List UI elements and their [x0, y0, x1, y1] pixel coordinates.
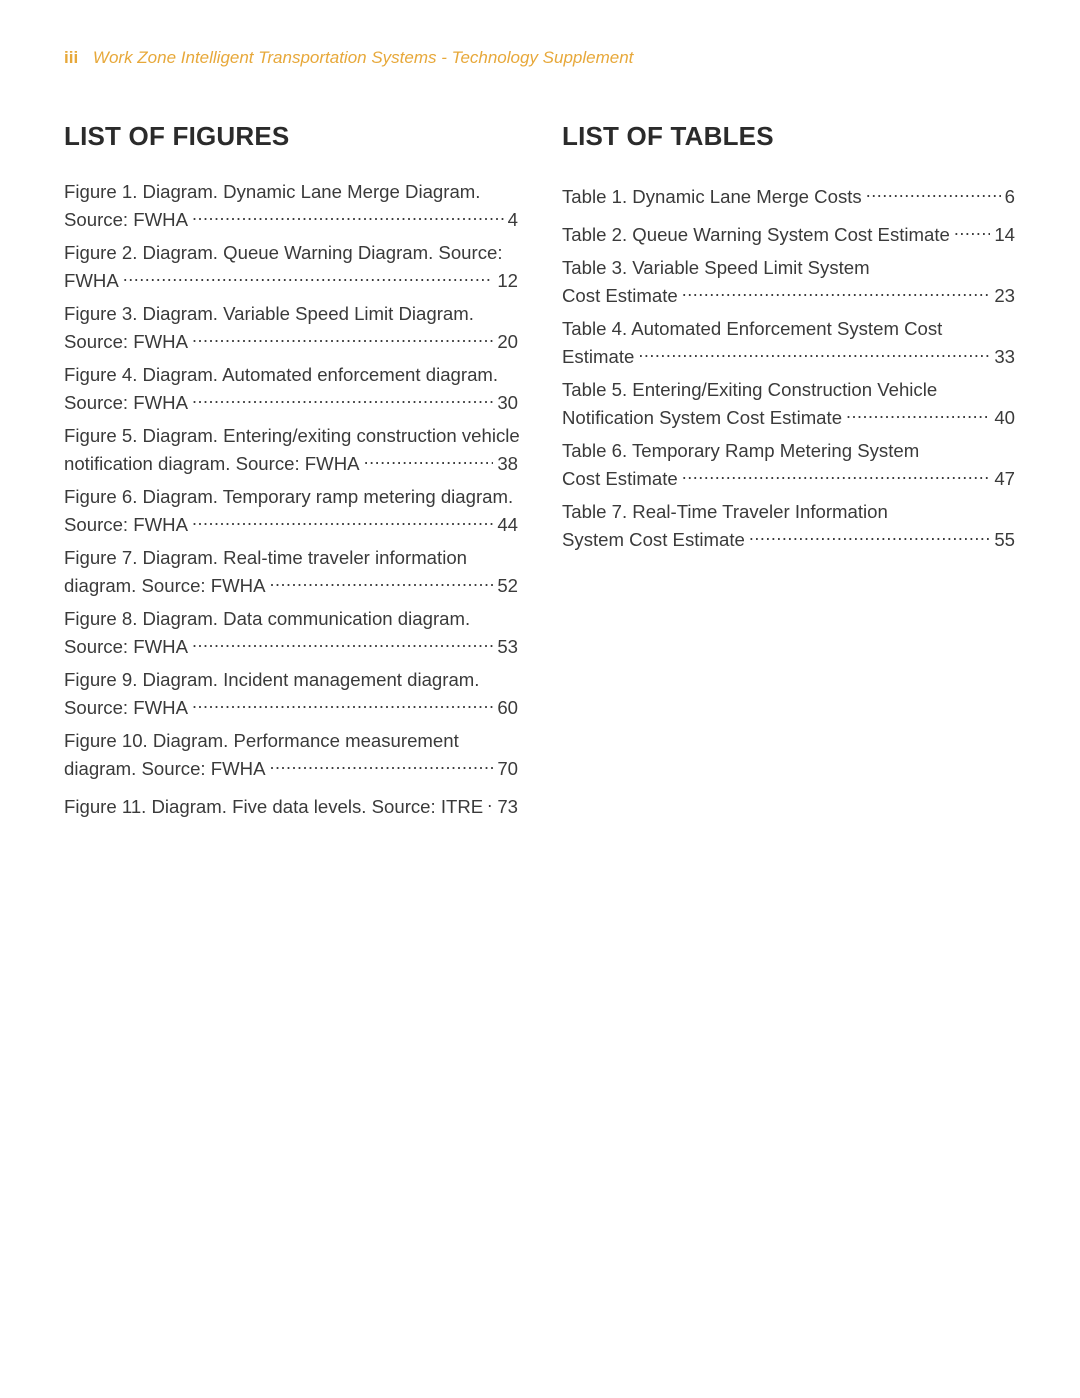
figure-entry-caption-end: Figure 11. Diagram. Five data levels. Source: ITRE — [64, 796, 484, 817]
dot-leader — [192, 386, 493, 409]
figure-entry[interactable] — [64, 790, 518, 818]
table-entry-caption-end: Table 2. Queue Warning System Cost Estimate — [562, 224, 950, 245]
figure-entry-page-number: 60 — [497, 697, 518, 718]
figure-entry-last-line — [64, 790, 518, 818]
table-entry-caption-end: Table 1. Dynamic Lane Merge Costs — [562, 186, 862, 207]
figure-entry-caption-end: Source: FWHA — [64, 636, 188, 657]
table-entry-caption-line: Table 3. Variable Speed Limit System — [562, 257, 870, 278]
page-number: iii — [64, 48, 79, 67]
figure-entry-caption-line: Figure 5. Diagram. Entering/exiting construction vehicle — [64, 425, 520, 446]
list-of-figures-title: LIST OF FIGURES — [64, 121, 290, 151]
dot-leader — [846, 401, 990, 424]
table-entry[interactable] — [562, 180, 1015, 208]
figure-entry-page-number: 12 — [497, 270, 518, 291]
table-entry-caption-line: Table 5. Entering/Exiting Construction Vehicle — [562, 379, 938, 400]
figure-entry-caption-end: Source: FWHA — [64, 697, 188, 718]
figure-entry[interactable] — [64, 668, 518, 719]
figure-entry[interactable] — [64, 607, 518, 658]
figure-entry-last-line — [64, 264, 518, 292]
table-entry-page-number: 40 — [994, 407, 1015, 428]
figure-entry-last-line — [64, 508, 518, 536]
figure-entry-caption-end: Source: FWHA — [64, 209, 188, 230]
tables-list — [562, 180, 1015, 551]
figure-entry[interactable] — [64, 424, 518, 475]
figure-entry-caption-line: Figure 8. Diagram. Data communication diagram. — [64, 608, 471, 629]
figure-entry-caption-line: Figure 10. Diagram. Performance measurement — [64, 730, 459, 751]
list-of-figures — [64, 118, 518, 828]
dot-leader — [192, 325, 493, 348]
figure-entry[interactable] — [64, 546, 518, 597]
dot-leader — [192, 508, 493, 531]
running-header — [64, 47, 633, 69]
table-entry[interactable] — [562, 439, 1015, 490]
figure-entry-page-number: 52 — [497, 575, 518, 596]
figure-entry-caption-line: Figure 9. Diagram. Incident management diagram. — [64, 669, 480, 690]
table-entry-last-line — [562, 401, 1015, 429]
table-entry-page-number: 55 — [994, 529, 1015, 550]
figure-entry-caption-end: Source: FWHA — [64, 514, 188, 535]
figure-entry-last-line — [64, 203, 518, 231]
figure-entry-caption-end: Source: FWHA — [64, 392, 188, 413]
table-entry-page-number: 47 — [994, 468, 1015, 489]
figure-entry-page-number: 73 — [497, 796, 518, 817]
dot-leader — [192, 630, 493, 653]
table-entry-page-number: 14 — [994, 224, 1015, 245]
dot-leader — [487, 790, 493, 813]
table-entry-last-line — [562, 218, 1015, 246]
dot-leader — [638, 340, 990, 363]
table-entry-page-number: 6 — [1004, 186, 1015, 207]
figure-entry-caption-end: notification diagram. Source: FWHA — [64, 453, 360, 474]
figure-entry-page-number: 44 — [497, 514, 518, 535]
table-entry-page-number: 33 — [994, 346, 1015, 367]
table-entry-caption-line: Table 4. Automated Enforcement System Cost — [562, 318, 943, 339]
table-entry[interactable] — [562, 378, 1015, 429]
dot-leader — [123, 264, 494, 287]
table-entry-last-line — [562, 180, 1015, 208]
figure-entry-caption-end: Source: FWHA — [64, 331, 188, 352]
dot-leader — [682, 279, 991, 302]
figure-entry-last-line — [64, 325, 518, 353]
figure-entry-caption-end: diagram. Source: FWHA — [64, 758, 266, 779]
dot-leader — [270, 569, 494, 592]
figure-entry-page-number: 53 — [497, 636, 518, 657]
dot-leader — [192, 691, 493, 714]
table-entry[interactable] — [562, 500, 1015, 551]
table-entry-last-line — [562, 462, 1015, 490]
dot-leader — [866, 180, 1001, 203]
figure-entry-last-line — [64, 447, 518, 475]
figure-entry-caption-line: Figure 1. Diagram. Dynamic Lane Merge Diagram. — [64, 181, 481, 202]
figure-entry-caption-line: Figure 3. Diagram. Variable Speed Limit Diagram. — [64, 303, 474, 324]
figure-entry-last-line — [64, 386, 518, 414]
table-entry-caption-line: Table 6. Temporary Ramp Metering System — [562, 440, 920, 461]
document-title: Work Zone Intelligent Transportation Systems - Technology Supplement — [92, 48, 634, 67]
figure-entry-caption-line: Figure 4. Diagram. Automated enforcement diagram. — [64, 364, 499, 385]
figure-entry[interactable] — [64, 180, 518, 231]
table-entry-caption-line: Table 7. Real-Time Traveler Information — [562, 501, 888, 522]
table-entry[interactable] — [562, 218, 1015, 246]
figure-entry[interactable] — [64, 241, 518, 292]
dot-leader — [192, 203, 504, 226]
dot-leader — [749, 523, 990, 546]
dot-leader — [270, 752, 494, 775]
figure-entry-page-number: 4 — [507, 209, 518, 230]
figure-entry[interactable] — [64, 729, 518, 780]
table-entry-last-line — [562, 340, 1015, 368]
table-entry-caption-end: Cost Estimate — [562, 285, 678, 306]
table-entry-page-number: 23 — [994, 285, 1015, 306]
figure-entry[interactable] — [64, 363, 518, 414]
table-entry-caption-end: Notification System Cost Estimate — [562, 407, 843, 428]
table-entry[interactable] — [562, 317, 1015, 368]
list-of-tables — [562, 118, 1015, 561]
dot-leader — [364, 447, 494, 470]
dot-leader — [954, 218, 990, 241]
table-entry-caption-end: System Cost Estimate — [562, 529, 745, 550]
figure-entry-page-number: 30 — [497, 392, 518, 413]
table-entry-last-line — [562, 523, 1015, 551]
table-entry-last-line — [562, 279, 1015, 307]
list-of-tables-title: LIST OF TABLES — [562, 121, 774, 151]
figure-entry-last-line — [64, 569, 518, 597]
figures-list — [64, 180, 518, 818]
figure-entry-last-line — [64, 691, 518, 719]
figure-entry-page-number: 70 — [497, 758, 518, 779]
table-entry-caption-end: Estimate — [562, 346, 635, 367]
table-entry[interactable] — [562, 256, 1015, 307]
figure-entry-caption-end: FWHA — [64, 270, 119, 291]
dot-leader — [682, 462, 991, 485]
figure-entry-page-number: 20 — [497, 331, 518, 352]
table-entry-caption-end: Cost Estimate — [562, 468, 678, 489]
figure-entry-last-line — [64, 752, 518, 780]
figure-entry[interactable] — [64, 485, 518, 536]
figure-entry-page-number: 38 — [497, 453, 518, 474]
figure-entry-last-line — [64, 630, 518, 658]
figure-entry-caption-line: Figure 6. Diagram. Temporary ramp metering diagram. — [64, 486, 514, 507]
figure-entry[interactable] — [64, 302, 518, 353]
figure-entry-caption-line: Figure 7. Diagram. Real-time traveler information — [64, 547, 468, 568]
figure-entry-caption-line: Figure 2. Diagram. Queue Warning Diagram. Source: — [64, 242, 503, 263]
figure-entry-caption-end: diagram. Source: FWHA — [64, 575, 266, 596]
